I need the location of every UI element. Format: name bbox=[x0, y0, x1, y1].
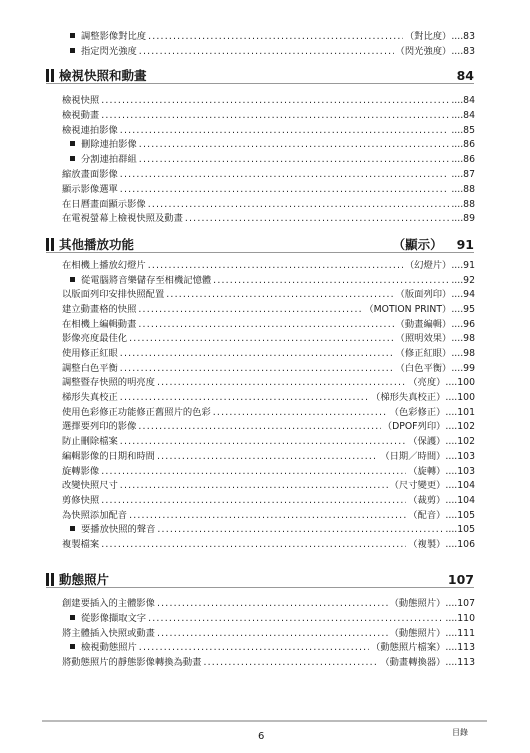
entry-note: （亮度） bbox=[408, 377, 446, 389]
entry-title: 建立動畫格的快照 bbox=[62, 304, 137, 316]
entry-title: 縮放畫面影像 bbox=[62, 169, 118, 180]
entry-note: （配音） bbox=[408, 509, 446, 521]
entry-note: （尺寸變更） bbox=[389, 480, 446, 492]
toc-entry[interactable] bbox=[62, 304, 475, 316]
toc-entry[interactable] bbox=[62, 110, 475, 122]
dot-leader bbox=[101, 495, 406, 507]
footer-divider bbox=[42, 720, 487, 722]
dot-leader bbox=[139, 46, 394, 58]
entry-reference bbox=[380, 451, 475, 463]
entry-title: 以版面列印安排快照配置 bbox=[62, 289, 165, 301]
dot-leader bbox=[101, 466, 406, 478]
entry-title: 為快照添加配音 bbox=[62, 509, 128, 521]
entry-reference bbox=[408, 539, 475, 551]
entry-title: 檢視動畫 bbox=[62, 109, 100, 121]
entry-reference bbox=[451, 95, 475, 107]
entry-page: ....99 bbox=[451, 362, 475, 374]
dot-leader bbox=[148, 260, 403, 272]
section-title: 檢視快照和動畫 bbox=[59, 68, 147, 83]
square-bullet-icon bbox=[70, 48, 75, 53]
entry-title: 在相機上編輯動畫 bbox=[62, 318, 137, 330]
entry-reference bbox=[396, 289, 475, 301]
toc-entry[interactable] bbox=[62, 363, 475, 375]
toc-entry[interactable] bbox=[62, 480, 475, 492]
dot-leader bbox=[157, 628, 388, 640]
square-bullet-icon bbox=[70, 615, 75, 620]
entry-page: ....101 bbox=[445, 406, 475, 418]
square-bullet-icon bbox=[70, 644, 75, 649]
entry-reference bbox=[451, 213, 475, 225]
entry-note: （保護） bbox=[408, 436, 446, 448]
dot-leader bbox=[203, 657, 378, 669]
heading-bar-icon bbox=[46, 69, 49, 82]
toc-entry[interactable] bbox=[62, 598, 475, 610]
entry-page: ....104 bbox=[445, 494, 475, 506]
entry-title: 要播放快照的聲音 bbox=[81, 524, 156, 536]
square-bullet-icon bbox=[70, 277, 75, 282]
toc-entry[interactable] bbox=[62, 451, 475, 463]
toc-subentry[interactable] bbox=[70, 613, 475, 625]
dot-leader bbox=[129, 510, 406, 522]
entry-page: ....100 bbox=[445, 377, 475, 389]
dot-leader bbox=[101, 110, 449, 122]
entry-page: ....95 bbox=[451, 304, 475, 316]
entry-page: ....107 bbox=[445, 598, 475, 609]
entry-title: 使用色彩修正功能修正舊照片的色彩 bbox=[62, 406, 211, 418]
entry-reference bbox=[390, 628, 475, 640]
dot-leader bbox=[120, 436, 406, 448]
entry-reference bbox=[383, 421, 475, 433]
entry-page: ....113 bbox=[445, 657, 475, 669]
toc-subentry[interactable] bbox=[70, 524, 475, 536]
dot-leader bbox=[157, 451, 378, 463]
heading-bar-icon bbox=[46, 573, 49, 586]
toc-subentry[interactable] bbox=[70, 275, 475, 287]
entry-title: 在日曆畫面顯示影像 bbox=[62, 198, 146, 210]
entry-title: 調整暨存快照的明亮度 bbox=[62, 377, 155, 389]
toc-entry[interactable] bbox=[62, 407, 475, 419]
toc-entry[interactable] bbox=[62, 213, 475, 225]
toc-entry[interactable] bbox=[62, 392, 475, 404]
entry-title: 創建要插入的主體影像 bbox=[62, 598, 155, 609]
toc-entry[interactable] bbox=[62, 510, 475, 522]
dot-leader bbox=[139, 139, 450, 151]
entry-reference bbox=[408, 466, 475, 478]
entry-page: ....84 bbox=[451, 95, 475, 106]
entry-note: （修正紅眼） bbox=[395, 348, 452, 360]
heading-bar-icon bbox=[51, 238, 54, 251]
entry-title: 檢視快照 bbox=[62, 95, 100, 106]
entry-title: 使用修正紅眼 bbox=[62, 348, 118, 360]
entry-title: 將主體插入快照或動畫 bbox=[62, 627, 155, 639]
toc-entry[interactable] bbox=[62, 199, 475, 211]
square-bullet-icon bbox=[70, 526, 75, 531]
section-page: 91 bbox=[456, 236, 474, 252]
entry-page: ....102 bbox=[445, 421, 475, 433]
entry-note: （動畫轉換器） bbox=[380, 657, 446, 669]
dot-leader bbox=[213, 275, 449, 287]
section-note: （顯示） bbox=[392, 237, 443, 252]
entry-reference bbox=[371, 392, 475, 404]
entry-title: 刪除連拍影像 bbox=[81, 139, 137, 151]
toc-subentry[interactable] bbox=[70, 154, 475, 166]
entry-reference bbox=[445, 524, 475, 536]
entry-reference bbox=[396, 333, 475, 345]
entry-reference bbox=[451, 169, 475, 181]
entry-title: 從電腦將音樂儲存至相機記憶體 bbox=[81, 274, 212, 286]
entry-title: 改變快照尺寸 bbox=[62, 480, 118, 492]
entry-page: ....98 bbox=[451, 333, 475, 345]
entry-page: ....84 bbox=[451, 109, 475, 121]
dot-leader bbox=[120, 348, 394, 360]
entry-page: ....85 bbox=[451, 124, 475, 136]
dot-leader bbox=[166, 289, 393, 301]
entry-title: 剪修快照 bbox=[62, 494, 100, 506]
section-heading[interactable] bbox=[46, 236, 474, 253]
dot-leader bbox=[120, 184, 450, 196]
dot-leader bbox=[157, 524, 443, 536]
dot-leader bbox=[148, 31, 403, 43]
toc-entry[interactable] bbox=[62, 260, 475, 272]
entry-page: ....83 bbox=[451, 31, 475, 42]
section-title: 動態照片 bbox=[59, 572, 110, 587]
entry-page: ....88 bbox=[451, 183, 475, 195]
entry-reference bbox=[396, 46, 475, 58]
entry-note: （旋轉） bbox=[408, 465, 446, 477]
entry-reference bbox=[408, 510, 475, 522]
toc-entry[interactable] bbox=[62, 495, 475, 507]
entry-page: ....103 bbox=[445, 465, 475, 477]
entry-page: ....88 bbox=[451, 198, 475, 210]
toc-entry[interactable] bbox=[62, 377, 475, 389]
entry-note: （幻燈片） bbox=[404, 260, 452, 271]
entry-page: ....87 bbox=[451, 169, 475, 180]
toc-entry[interactable] bbox=[62, 539, 475, 551]
entry-title: 顯示影像選單 bbox=[62, 183, 118, 195]
square-bullet-icon bbox=[70, 33, 75, 38]
entry-title: 從影像擷取文字 bbox=[81, 612, 147, 624]
entry-page: ....92 bbox=[451, 274, 475, 286]
entry-reference bbox=[371, 642, 475, 654]
toc-entry[interactable] bbox=[62, 184, 475, 196]
entry-title: 編輯影像的日期和時間 bbox=[62, 450, 155, 462]
dot-leader bbox=[120, 392, 369, 404]
entry-page: ....105 bbox=[445, 509, 475, 521]
section-heading[interactable] bbox=[46, 571, 474, 588]
section-heading[interactable] bbox=[46, 67, 474, 84]
entry-reference bbox=[380, 657, 475, 669]
entry-reference bbox=[390, 407, 475, 419]
entry-reference bbox=[451, 199, 475, 211]
entry-page: ....111 bbox=[445, 627, 475, 639]
entry-reference bbox=[451, 184, 475, 196]
toc-entry[interactable] bbox=[62, 421, 475, 433]
entry-title: 分割連拍群組 bbox=[81, 154, 137, 166]
entry-note: （閃光強度） bbox=[395, 45, 452, 57]
entry-title: 影像亮度最佳化 bbox=[62, 333, 128, 345]
entry-title: 防止刪除檔案 bbox=[62, 436, 118, 448]
dot-leader bbox=[148, 199, 450, 211]
dot-leader bbox=[120, 125, 450, 137]
entry-reference bbox=[445, 613, 475, 625]
entry-page: ....94 bbox=[451, 289, 475, 301]
toc-entry[interactable] bbox=[62, 436, 475, 448]
section-page: 84 bbox=[456, 67, 474, 83]
entry-page: ....100 bbox=[445, 392, 475, 404]
entry-note: （動態照片檔案） bbox=[371, 642, 446, 654]
toc-entry[interactable] bbox=[62, 628, 475, 640]
entry-note: （梯形失真校正） bbox=[371, 392, 446, 404]
dot-leader bbox=[185, 213, 449, 225]
entry-reference bbox=[451, 139, 475, 151]
toc-entry[interactable] bbox=[62, 319, 475, 331]
entry-page: ....86 bbox=[451, 139, 475, 151]
entry-title: 旋轉影像 bbox=[62, 465, 100, 477]
entry-page: ....98 bbox=[451, 348, 475, 360]
toc-entry[interactable] bbox=[62, 169, 475, 181]
page-number: 6 bbox=[258, 731, 265, 742]
entry-title: 在電視螢幕上檢視快照及動畫 bbox=[62, 213, 183, 225]
entry-reference bbox=[396, 363, 475, 375]
dot-leader bbox=[139, 154, 450, 166]
toc-entry[interactable] bbox=[62, 657, 475, 669]
entry-note: （照明效果） bbox=[395, 333, 452, 345]
dot-leader bbox=[138, 319, 393, 331]
entry-note: （色彩修正） bbox=[389, 406, 446, 418]
section-title: 其他播放功能 bbox=[59, 237, 135, 252]
entry-reference bbox=[390, 598, 475, 610]
entry-page: ....89 bbox=[451, 213, 475, 225]
entry-note: （DPOF列印） bbox=[382, 421, 446, 433]
entry-page: ....83 bbox=[451, 45, 475, 57]
entry-title: 調整影像對比度 bbox=[81, 31, 147, 42]
entry-title: 將動態照片的靜態影像轉換為動畫 bbox=[62, 657, 202, 669]
entry-note: （對比度） bbox=[404, 31, 452, 42]
dot-leader bbox=[157, 377, 406, 389]
entry-title: 檢視連拍影像 bbox=[62, 124, 118, 136]
dot-leader bbox=[148, 613, 443, 625]
footer-label: 目錄 bbox=[452, 728, 468, 737]
entry-page: ....91 bbox=[451, 260, 475, 271]
toc-subentry[interactable] bbox=[70, 139, 475, 151]
dot-leader bbox=[101, 95, 449, 107]
dot-leader bbox=[138, 304, 362, 316]
entry-reference bbox=[405, 31, 475, 43]
entry-page: ....106 bbox=[445, 538, 475, 550]
entry-note: （日期／時間） bbox=[380, 450, 446, 462]
dot-leader bbox=[120, 363, 394, 375]
toc-entry[interactable] bbox=[62, 333, 475, 345]
dot-leader bbox=[120, 480, 388, 492]
entry-page: ....103 bbox=[445, 450, 475, 462]
square-bullet-icon bbox=[70, 156, 75, 161]
entry-reference bbox=[451, 110, 475, 122]
section-page: 107 bbox=[447, 571, 474, 587]
entry-title: 調整白色平衡 bbox=[62, 362, 118, 374]
entry-reference bbox=[451, 154, 475, 166]
dot-leader bbox=[139, 642, 369, 654]
entry-note: （白色平衡） bbox=[395, 362, 452, 374]
entry-page: ....113 bbox=[445, 642, 475, 654]
entry-title: 檢視動態照片 bbox=[81, 642, 137, 654]
entry-reference bbox=[451, 125, 475, 137]
heading-bar-icon bbox=[46, 238, 49, 251]
entry-title: 複製檔案 bbox=[62, 538, 100, 550]
entry-note: （複製） bbox=[408, 538, 446, 550]
entry-reference bbox=[390, 480, 475, 492]
heading-bar-icon bbox=[51, 573, 54, 586]
entry-page: ....110 bbox=[445, 612, 475, 624]
dot-leader bbox=[101, 539, 406, 551]
entry-note: （MOTION PRINT） bbox=[364, 304, 452, 316]
entry-title: 指定閃光強度 bbox=[81, 45, 137, 57]
toc-subentry[interactable] bbox=[70, 31, 475, 43]
entry-note: （動態照片） bbox=[389, 627, 446, 639]
toc-entry[interactable] bbox=[62, 466, 475, 478]
entry-title: 梯形失真校正 bbox=[62, 392, 118, 404]
dot-leader bbox=[213, 407, 388, 419]
dot-leader bbox=[129, 333, 393, 345]
entry-page: ....102 bbox=[445, 436, 475, 448]
entry-reference bbox=[396, 348, 475, 360]
heading-bar-icon bbox=[51, 69, 54, 82]
entry-page: ....86 bbox=[451, 154, 475, 166]
entry-page: ....104 bbox=[445, 480, 475, 492]
toc-entry[interactable] bbox=[62, 95, 475, 107]
entry-reference bbox=[405, 260, 475, 272]
entry-note: （版面列印） bbox=[395, 289, 452, 301]
entry-note: （裁剪） bbox=[408, 494, 446, 506]
square-bullet-icon bbox=[70, 141, 75, 146]
toc-entry[interactable] bbox=[62, 348, 475, 360]
toc-subentry[interactable] bbox=[70, 642, 475, 654]
toc-subentry[interactable] bbox=[70, 46, 475, 58]
entry-reference bbox=[408, 436, 475, 448]
entry-reference bbox=[364, 304, 475, 316]
dot-leader bbox=[138, 421, 380, 433]
entry-note: （動態照片） bbox=[389, 598, 446, 609]
entry-reference bbox=[408, 495, 475, 507]
entry-title: 選擇要列印的影像 bbox=[62, 421, 137, 433]
entry-page: ....96 bbox=[451, 318, 475, 330]
entry-reference bbox=[408, 377, 475, 389]
dot-leader bbox=[120, 169, 450, 181]
entry-page: ....105 bbox=[445, 524, 475, 536]
toc-entry[interactable] bbox=[62, 289, 475, 301]
entry-reference bbox=[451, 275, 475, 287]
entry-title: 在相機上播放幻燈片 bbox=[62, 260, 146, 271]
dot-leader bbox=[157, 598, 388, 610]
toc-entry[interactable] bbox=[62, 125, 475, 137]
entry-note: （動畫編輯） bbox=[395, 318, 452, 330]
entry-reference bbox=[396, 319, 475, 331]
